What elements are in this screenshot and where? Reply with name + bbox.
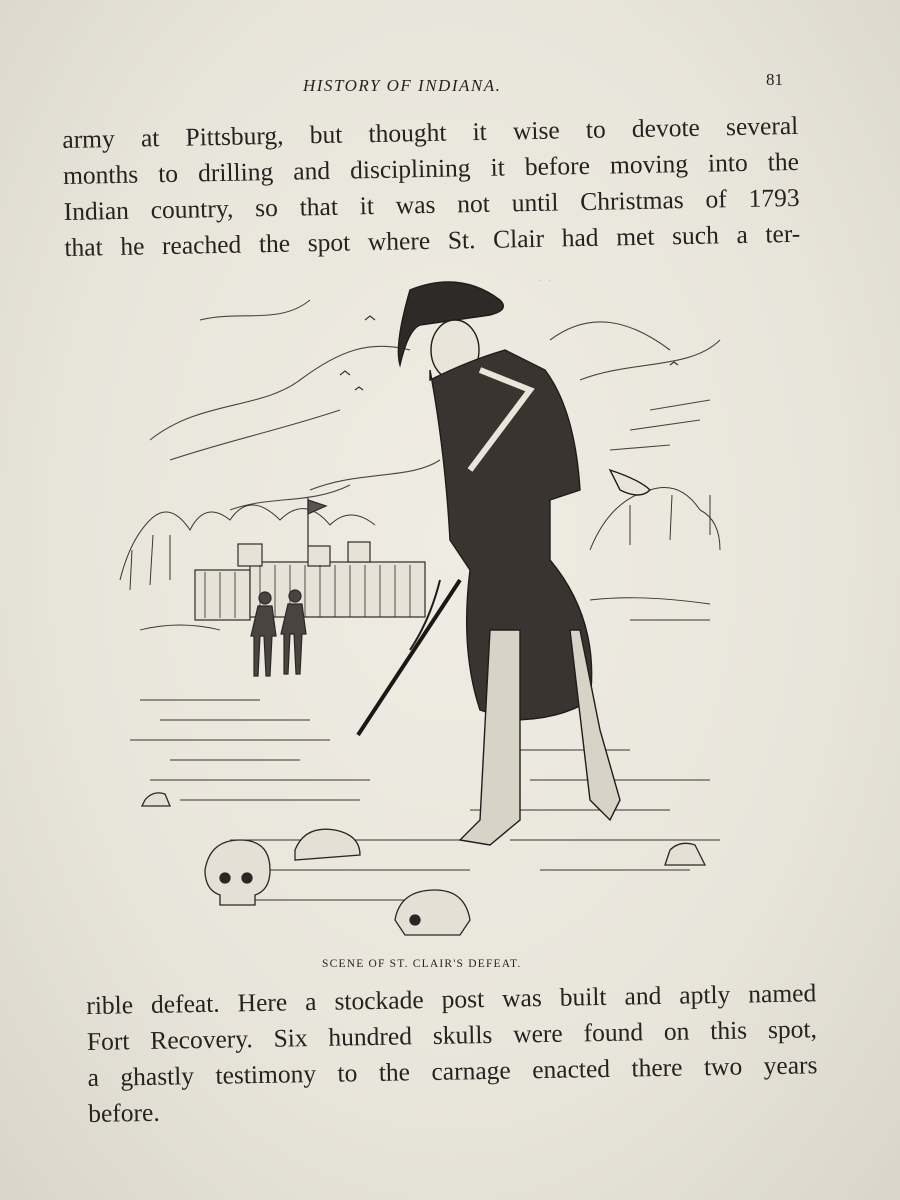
text-line: that he reached the spot where St. Clair had met such a ter- — [64, 218, 801, 262]
text-line: rible defeat. Here a stockade post was built and aptly named — [86, 978, 817, 1020]
text-line: Indian country, so that it was not until Christmas of 1793 — [63, 182, 800, 226]
paragraph-bottom — [86, 975, 818, 1132]
text-line: months to drilling and disciplining it before moving into the — [62, 146, 800, 190]
page-number: 81 — [766, 70, 783, 89]
sky-clouds — [150, 300, 720, 510]
text-line: Fort Recovery. Six hundred skulls were found on this spot, — [86, 1014, 818, 1056]
paragraph-top — [62, 108, 801, 266]
text-line: army at Pittsburg, but thought it wise to devote several — [62, 110, 799, 154]
illustration-caption: SCENE OF ST. CLAIR'S DEFEAT. — [322, 958, 522, 970]
soldier-figure — [398, 282, 650, 845]
text-line: a ghastly testimony to the carnage enacted there two years — [87, 1050, 818, 1092]
text-line: before. — [87, 1097, 160, 1128]
stockade-fort — [195, 498, 425, 620]
engraving-illustration — [110, 280, 770, 950]
skull-icons — [142, 793, 705, 935]
running-head: HISTORY OF INDIANA. — [303, 76, 502, 95]
